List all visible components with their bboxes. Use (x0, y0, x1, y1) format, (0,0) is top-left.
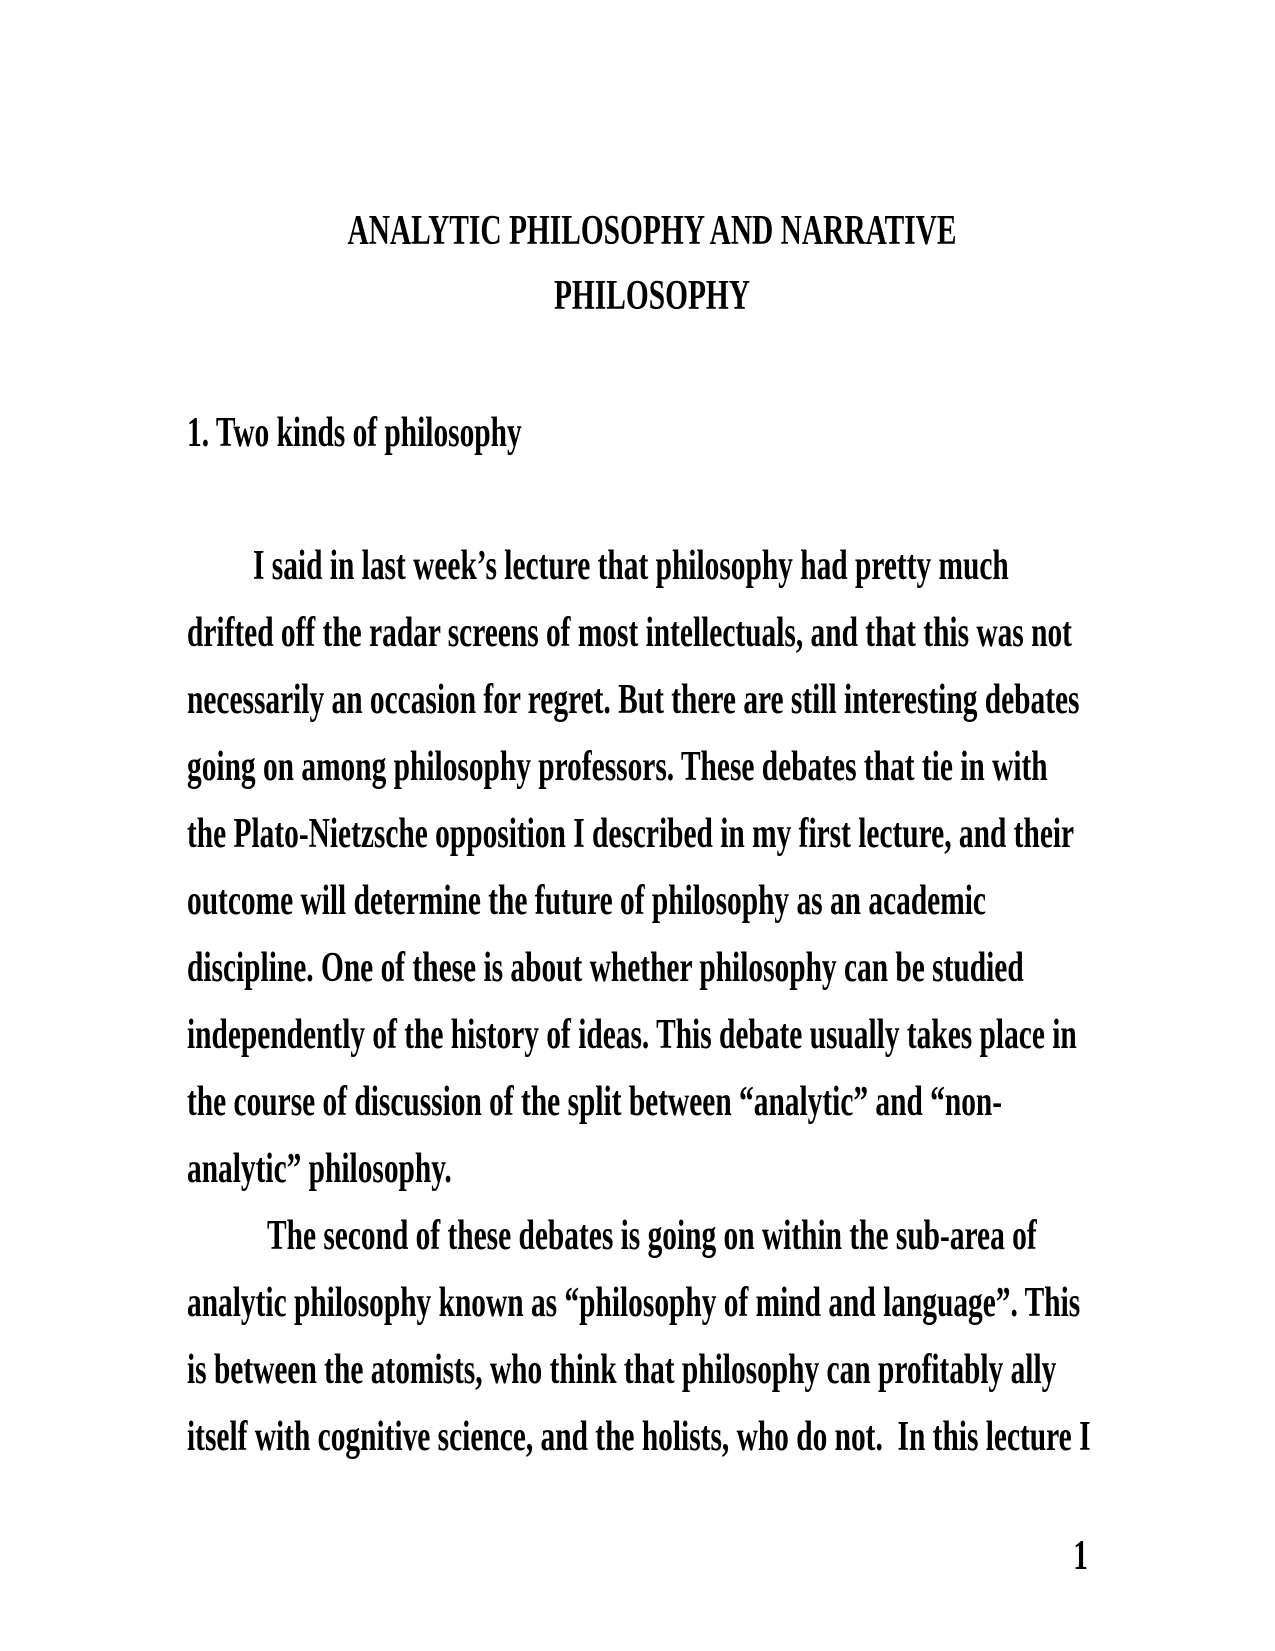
body-text-line: necessarily an occasion for regret. But there are still interesting debates (187, 677, 1080, 723)
section-heading: 1. Two kinds of philosophy (187, 410, 522, 456)
body-text-line: discipline. One of these is about whether philosophy can be studied (187, 945, 1024, 991)
paragraph (187, 1203, 1147, 1471)
page-number: 1 (1073, 1533, 1088, 1579)
body-text-line: the course of discussion of the split between “analytic” and “non- (187, 1079, 1003, 1125)
document-body (187, 533, 1147, 1471)
title-line-1: ANALYTIC PHILOSOPHY AND NARRATIVE (347, 208, 957, 254)
body-text-line: The second of these debates is going on within the sub-area of (267, 1213, 1037, 1259)
body-text-line: is between the atomists, who think that philosophy can profitably ally (187, 1347, 1057, 1393)
body-text-line: I said in last week’s lecture that philosophy had pretty much (253, 543, 1009, 589)
body-text-line: going on among philosophy professors. These debates that tie in with (187, 744, 1048, 790)
body-text-line: the Plato-Nietzsche opposition I described in my first lecture, and their (187, 811, 1075, 857)
title-line-2: PHILOSOPHY (553, 273, 751, 319)
body-text-line: itself with cognitive science, and the holists, who do not. In this lecture I (187, 1414, 1091, 1460)
body-text-line: independently of the history of ideas. This debate usually takes place in (187, 1012, 1077, 1058)
document-title (187, 199, 1117, 329)
body-text-line: outcome will determine the future of philosophy as an academic (187, 878, 986, 924)
body-text-line: drifted off the radar screens of most intellectuals, and that this was not (187, 610, 1072, 656)
paragraph (187, 533, 1147, 1203)
body-text-line: analytic philosophy known as “philosophy of mind and language”. This (187, 1280, 1081, 1326)
body-text-line: analytic” philosophy. (187, 1146, 452, 1192)
